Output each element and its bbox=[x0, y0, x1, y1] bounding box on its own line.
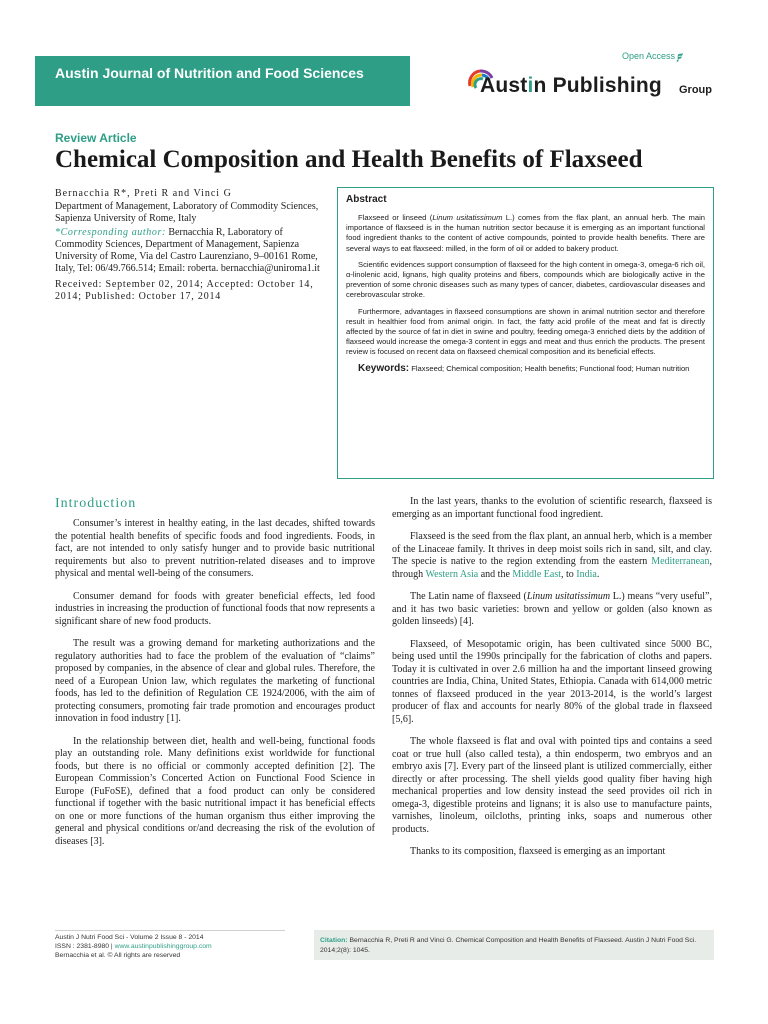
open-access-text: Open Access bbox=[622, 51, 676, 61]
publisher-name bbox=[480, 74, 662, 98]
publisher-name-part: n Publishing bbox=[533, 74, 662, 97]
article-type: Review Article bbox=[55, 131, 137, 145]
publisher-name-accent: i bbox=[527, 74, 534, 97]
link-middle-east[interactable]: Middle East bbox=[512, 568, 561, 580]
body-paragraph bbox=[392, 531, 712, 581]
publisher-name-part: Aust bbox=[480, 74, 528, 97]
publication-dates: Received: September 02, 2014; Accepted: October 14, 2014; Published: October 17, 2014 bbox=[55, 279, 314, 302]
link-india[interactable]: India bbox=[576, 568, 597, 580]
abstract-heading: Abstract bbox=[346, 194, 387, 205]
publisher-website-link[interactable]: www.austinpublishinggroup.com bbox=[114, 943, 212, 950]
body-text: The Latin name of flaxseed ( bbox=[410, 591, 527, 602]
body-paragraph: In the relationship between diet, health and well-being, functional foods play an outstanding role. Many definitions exist worldwide for functional foods, but there is no official or commonly accepted definition [2]. The European Commission’s Concerted Action on Functional Food Science in Europe (FuFoSE), defined that a food product can only be considered functional if together with the basic nutritional impact it has beneficial effects on one or more functions of the human organism thus either improving the general and physical conditions or/and decreasing the risk of the evolution of diseases [3]. bbox=[55, 735, 375, 847]
abstract-box bbox=[337, 187, 714, 479]
body-paragraph: Flaxseed, of Mesopotamic origin, has been cultivated since 5000 BC, being used until the 1990s principally for the fabrication of cloths and papers. Today it is cultivated in over 2.6 million ha and the important linseed growing countries are India, China, United States, Ethiopia. Canada with 614,000 metric tonnes of flaxseed produced in the year 2013-2014, is the world’s largest producer of flax and accounts for nearly 80% of the global trade in flaxseed [5,6]. bbox=[392, 638, 712, 725]
authors: Bernacchia R*, Preti R and Vinci G bbox=[55, 188, 232, 199]
species-name: Linum usitatissimum bbox=[526, 591, 611, 602]
abstract-text: Flaxseed or linseed ( bbox=[358, 213, 433, 222]
copyright: Bernacchia et al. © All rights are reserved bbox=[55, 952, 181, 959]
species-name: Linum usitatissimum bbox=[432, 213, 503, 222]
open-access-icon: 𝟋 bbox=[677, 50, 683, 62]
article-title: Chemical Composition and Health Benefits of Flaxseed bbox=[55, 146, 643, 173]
publisher-group: Group bbox=[679, 84, 712, 96]
article-meta bbox=[55, 188, 323, 305]
body-paragraph: The whole flaxseed is flat and oval with pointed tips and contains a seed coat or true hull (also called testa), a thin endosperm, two embryos and an embryo axis [7]. Every part of the linseed plant is utilized commercially, either directly or after processing. The shell yields good quality fiber having high mechanical properties and low density instead the seed provides oil rich in omega-3, digestible proteins and lignans; it is also use to manufacture paints, varnishes, linoleum, oilcloths, printing inks, soaps and numerous other products. bbox=[392, 736, 712, 835]
affiliation: Department of Management, Laboratory of Commodity Sciences, Sapienza University of Rome, Italy bbox=[55, 201, 319, 224]
journal-name: Austin Journal of Nutrition and Food Sciences bbox=[55, 65, 364, 81]
body-paragraph: In the last years, thanks to the evolution of scientific research, flaxseed is emerging as an important functional food ingredient. bbox=[392, 496, 712, 520]
journal-banner bbox=[35, 56, 410, 106]
body-text: , through bbox=[392, 556, 712, 580]
body-column-left bbox=[55, 496, 375, 858]
body-paragraph: Consumer demand for foods with greater beneficial effects, led food industries in increasing the production of functional foods that now represents a significant share of new food products. bbox=[55, 590, 375, 627]
body-text: L.) means “very useful”, and it has two basic varieties: brown and yellow or golden (also known as golden linseeds) [4]. bbox=[392, 591, 712, 627]
body-column-right bbox=[392, 496, 712, 869]
body-text: Flaxseed is the seed from the flax plant, an annual herb, which is a member of the Linaceae family. It thrives in deep moist soils rich in sand, silt, and clay. The specie is native to the region extending from the eastern bbox=[392, 531, 712, 567]
keywords-list: Flaxseed; Chemical composition; Health benefits; Functional food; Human nutrition bbox=[409, 363, 690, 373]
link-mediterranean[interactable]: Mediterranean bbox=[651, 556, 710, 567]
keywords bbox=[346, 364, 705, 374]
citation-box bbox=[314, 930, 714, 960]
footer-divider bbox=[55, 930, 285, 931]
body-text: , to bbox=[561, 568, 577, 580]
corresponding-text: Bernacchia R, Laboratory of Commodity Sciences, Department of Management, Sapienza University of Rome, Via del Castro Laurenziano, 9–00161 Rome, Italy, Tel: 06/49.766.514; Email: roberta. bernacchia@uniroma1.it bbox=[55, 227, 320, 274]
corresponding-author bbox=[55, 227, 323, 275]
abstract-paragraph bbox=[346, 213, 705, 254]
body-paragraph: Thanks to its composition, flaxseed is emerging as an important bbox=[410, 846, 666, 857]
citation-text: Bernacchia R, Preti R and Vinci G. Chemical Composition and Health Benefits of Flaxseed. Austin J Nutri Food Sci. 2014;2(8): 1045. bbox=[320, 937, 697, 954]
journal-volume: Austin J Nutri Food Sci - Volume 2 Issue 8 - 2014 bbox=[55, 934, 204, 941]
body-text: . bbox=[596, 568, 600, 580]
body-text: and the bbox=[478, 568, 513, 580]
link-western-asia[interactable]: Western Asia bbox=[425, 568, 479, 580]
abstract-paragraph: Furthermore, advantages in flaxseed consumptions are shown in animal nutrition sector and therefore result in healthier food from animal origin. In fact, the fatty acid profile of the meat and fat is directly affected by the source of fat in diet in swine and poultry, feeding omega-3 enriched diets by the addition of flaxseed would increase the omega-3 content in eggs and meat and thus enrich the products. The present review is focused on recent data on flaxseed chemical composition and its beneficial effects. bbox=[346, 306, 705, 357]
section-heading-introduction: Introduction bbox=[55, 496, 137, 511]
publisher-logo bbox=[464, 66, 724, 106]
abstract-paragraph: Scientific evidences support consumption of flaxseed for the high content in omega-3, omega-6 rich oil, α-linolenic acid, lignans, high quality proteins and fibers, compounds which are biologically active in the prevention of some chronic diseases such as many types of cancer, diabetes, cardiovascular diseases and cerebrovascular stroke. bbox=[346, 259, 705, 300]
issn-text: ISSN : 2381-8980 | bbox=[55, 943, 115, 950]
page-footer bbox=[0, 930, 768, 980]
body-paragraph: Consumer’s interest in healthy eating, in the last decades, shifted towards the potential health benefits of specific foods and food ingredients. Foods, in fact, are not intended to only satisfy hunger and to provide basic nutritional requirements but also to prevent nutrition-related diseases and to improve physical and mental well-being of the consumers. bbox=[55, 518, 375, 579]
journal-info bbox=[55, 933, 212, 960]
journal-issn bbox=[55, 942, 212, 951]
citation-label: Citation: bbox=[320, 937, 348, 944]
body-paragraph: The result was a growing demand for marketing authorizations and the regulatory authorities had to face the problem of the evaluation of “claims” proposed by companies, in the absence of clear and global rules. Therefore, the need of a European Union law, which regulates the marketing of functional foods, has led to the definition of Regulation CE 1924/2006, with the aim of protecting consumers, promoting fair trade promotion and encourages product innovation in food industry [1]. bbox=[55, 638, 375, 724]
body-paragraph bbox=[392, 591, 712, 629]
open-access-label bbox=[622, 50, 683, 63]
abstract-text: L.) comes from the flax plant, an annual herb. The main importance of flaxseed is in the human nutrition sector because it is emerging as an important functional food ingredient thanks to the content of active compounds, pointed to provide health benefits. There are several ways to eat flaxseed: milled, in the form of oil or added to bakery product. bbox=[346, 213, 705, 253]
keywords-label: Keywords: bbox=[358, 362, 410, 374]
corresponding-label: *Corresponding author: bbox=[55, 227, 166, 238]
